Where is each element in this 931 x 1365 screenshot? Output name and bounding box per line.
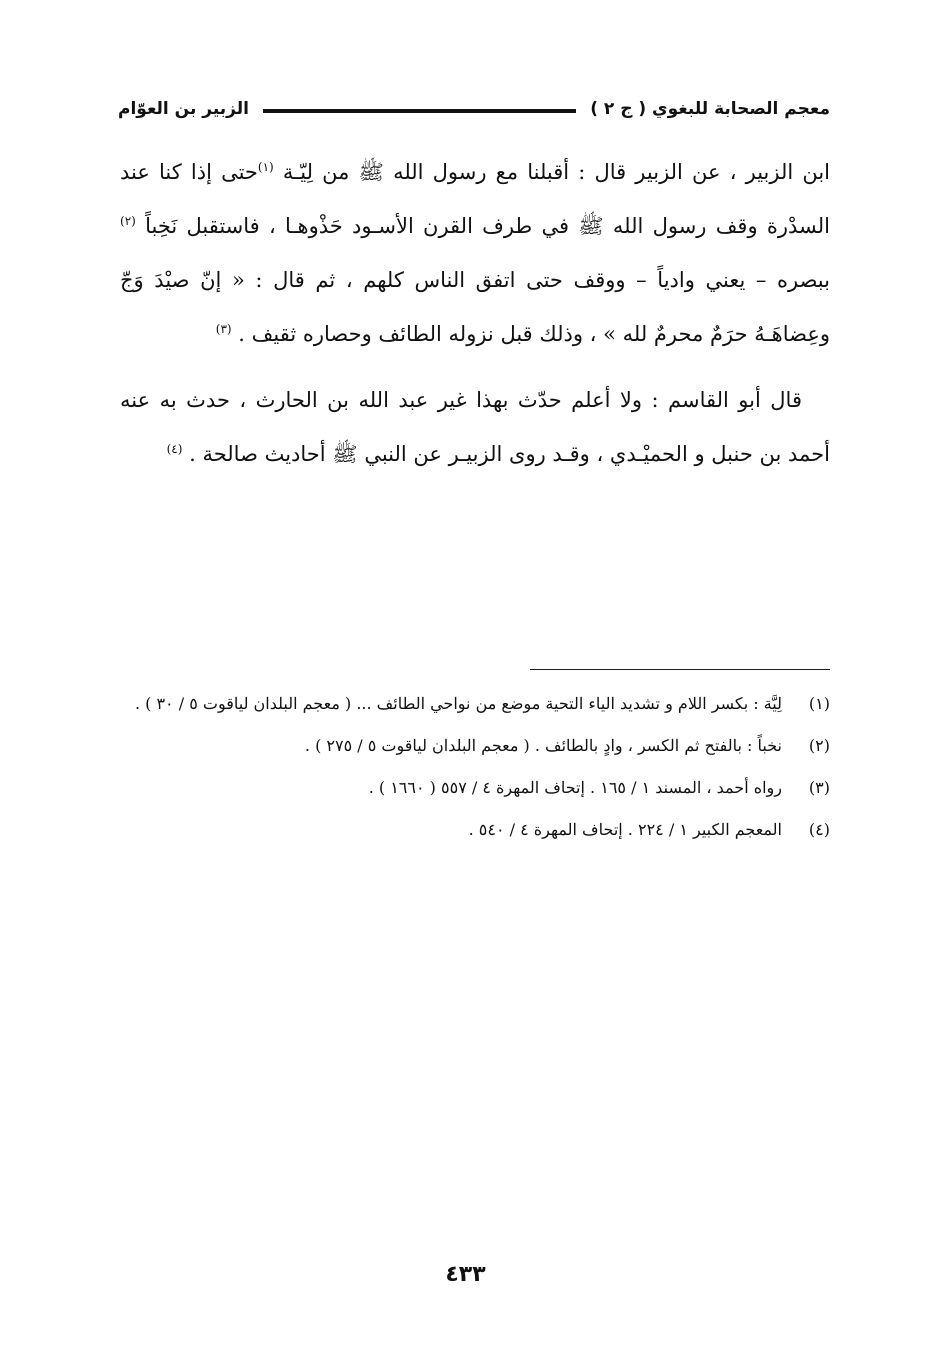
- footnote-text: رواه أحمد ، المسند ١ / ١٦٥ . إتحاف المهرة ٤ / ٥٥٧ ( ١٦٦٠ ) .: [368, 778, 782, 797]
- footnote-number: (٢): [808, 736, 830, 755]
- paragraph: [120, 373, 830, 481]
- section-title: الزبير بن العوّام: [118, 99, 249, 119]
- footnote-separator: [530, 669, 830, 670]
- header-rule: [263, 109, 576, 113]
- running-header: [118, 92, 830, 126]
- footnote-ref: (٤): [166, 442, 183, 456]
- paragraph-text: قال أبو القاسم : ولا أعلم حدّث بهذا غير عبد الله بن الحارث ، حدث به عنه أحمد بن حنبل و الحميْـدي ، وقـد روى الزبيـر عن النبي ﷺ أحاديث صالحة .: [120, 388, 830, 466]
- footnote-ref: (٢): [120, 214, 136, 228]
- paragraph: [120, 145, 830, 361]
- main-text: [120, 145, 830, 481]
- footnote: [120, 686, 830, 722]
- footnote-ref: (٣): [215, 322, 232, 336]
- footnote: [120, 812, 830, 848]
- footnotes: [120, 686, 830, 854]
- book-title: معجم الصحابة للبغوي ( ج ٢ ): [590, 99, 830, 119]
- footnote: [120, 770, 830, 806]
- footnote-number: (٤): [808, 820, 830, 839]
- footnote-text: نخباً : بالفتح ثم الكسر ، وادٍ بالطائف . ( معجم البلدان لياقوت ٥ / ٢٧٥ ) .: [304, 736, 782, 755]
- footnote: [120, 728, 830, 764]
- paragraph-text: ابن الزبير ، عن الزبير قال : أقبلنا مع رسول الله ﷺ من لِيّـة: [282, 160, 831, 184]
- footnote-text: لِيَّة : بكسر اللام و تشديد الياء التحية موضع من نواحي الطائف ... ( معجم البلدان لياقوت ٥ / ٣٠ ) .: [134, 694, 782, 713]
- footnote-ref: (١): [257, 160, 274, 174]
- footnote-text: المعجم الكبير ١ / ٢٢٤ . إتحاف المهرة ٤ / ٥٤٠ .: [468, 820, 782, 839]
- paragraph-text: حتى إذا كنا عند السدْرة وقف رسول الله ﷺ في طرف القرن الأسـود حَذْوهـا ، فاستقبل نَخِباً: [120, 160, 830, 238]
- footnote-number: (٣): [808, 778, 830, 797]
- paragraph-text: ببصره – يعني وادياً – ووقف حتى اتفق الناس كلهم ، ثم قال : « إنّ صيْدَ وَجّ وعِضاهَـهُ حرَمٌ محرمٌ لله » ، وذلك قبل نزوله الطائف وحصاره ثقيف .: [120, 268, 830, 346]
- page-number: ٤٣٣: [445, 1262, 486, 1287]
- footnote-number: (١): [808, 694, 830, 713]
